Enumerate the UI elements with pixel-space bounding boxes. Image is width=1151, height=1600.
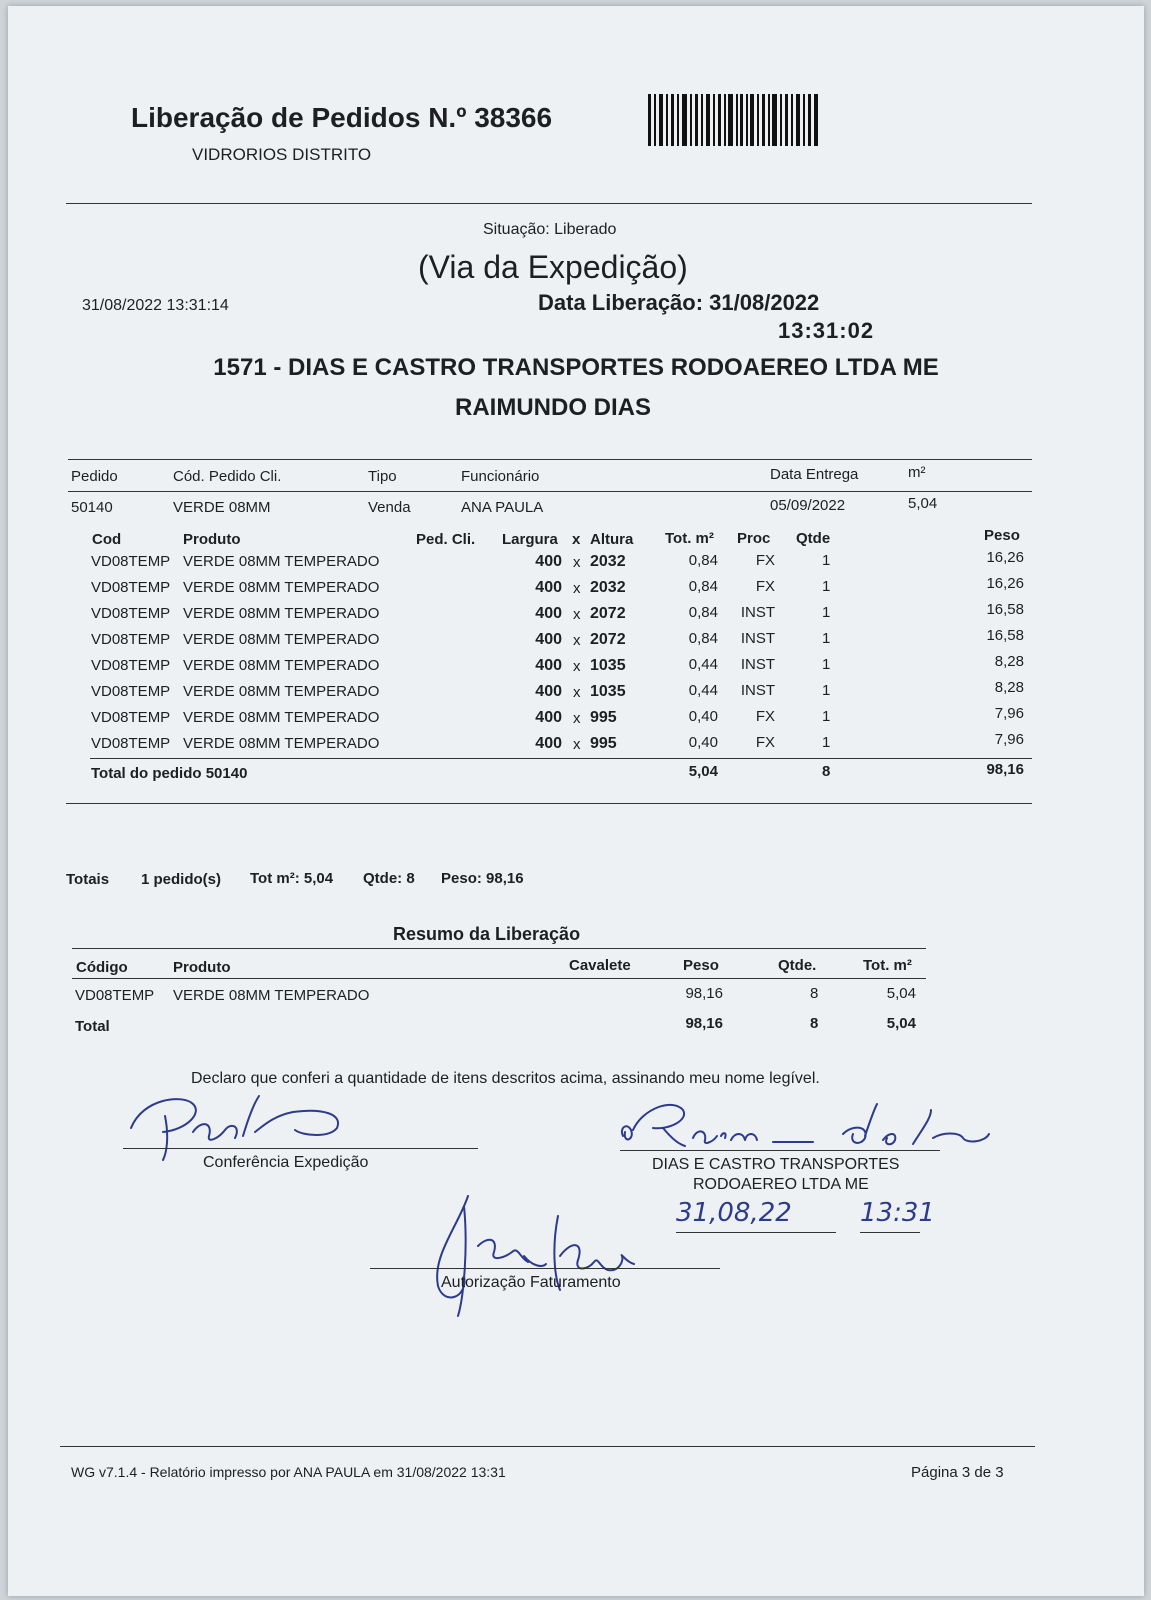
release-date: Data Liberação: 31/08/2022 <box>538 290 820 315</box>
signature-label-conferencia: Conferência Expedição <box>203 1154 369 1171</box>
item-height: 2032 <box>590 553 626 570</box>
signature-autorizacao <box>428 1186 658 1326</box>
item-proc: INST <box>740 682 775 699</box>
summary-product: VERDE 08MM TEMPERADO <box>173 987 370 1004</box>
items-total-border <box>90 758 1032 759</box>
item-m2: 0,40 <box>688 734 718 751</box>
item-width: 400 <box>535 605 562 622</box>
item-height: 995 <box>590 709 617 726</box>
item-x: x <box>573 710 581 727</box>
item-height: 1035 <box>590 657 626 674</box>
order-total-qty: 8 <box>822 763 831 780</box>
signature-line <box>370 1268 720 1269</box>
item-width: 400 <box>535 657 562 674</box>
totals-orders: 1 pedido(s) <box>141 871 222 888</box>
company-name: VIDRORIOS DISTRITO <box>192 145 372 164</box>
item-proc: FX <box>755 552 775 569</box>
order-m2: 5,04 <box>908 495 938 512</box>
item-m2: 0,84 <box>688 630 718 647</box>
item-qty: 1 <box>822 552 831 569</box>
item-weight: 16,58 <box>986 601 1024 618</box>
item-width: 400 <box>535 735 562 752</box>
item-code: VD08TEMP <box>91 709 171 726</box>
item-weight: 7,96 <box>994 731 1024 748</box>
footer-divider <box>60 1446 1035 1447</box>
totals-qty: Qtde: 8 <box>363 870 415 887</box>
summary-col-peso: Peso <box>683 957 719 974</box>
item-product: VERDE 08MM TEMPERADO <box>183 579 380 596</box>
summary-col-tot-m2: Tot. m² <box>863 957 912 974</box>
summary-col-qtde: Qtde. <box>778 957 817 974</box>
item-product: VERDE 08MM TEMPERADO <box>183 709 380 726</box>
item-proc: FX <box>755 708 775 725</box>
copy-label: (Via da Expedição) <box>418 249 688 285</box>
divider <box>66 803 1032 804</box>
item-product: VERDE 08MM TEMPERADO <box>183 683 380 700</box>
col-tot-m2: Tot. m² <box>665 530 714 547</box>
col-produto: Produto <box>183 531 241 548</box>
totals-m2: Tot m²: 5,04 <box>250 870 334 887</box>
col-peso: Peso <box>984 527 1020 544</box>
item-qty: 1 <box>822 682 831 699</box>
summary-code: VD08TEMP <box>75 987 155 1004</box>
col-cod: Cod <box>92 531 122 548</box>
col-cod-pedido-cli: Cód. Pedido Cli. <box>173 468 282 485</box>
item-product: VERDE 08MM TEMPERADO <box>183 657 380 674</box>
order-type: Venda <box>368 499 411 516</box>
col-x: x <box>572 531 581 548</box>
col-ped-cli: Ped. Cli. <box>416 531 476 548</box>
item-x: x <box>573 580 581 597</box>
document-page <box>8 6 1144 1596</box>
summary-top-border <box>72 948 926 949</box>
item-proc: FX <box>755 578 775 595</box>
item-width: 400 <box>535 683 562 700</box>
document-title: Liberação de Pedidos N.º 38366 <box>131 102 553 133</box>
item-code: VD08TEMP <box>91 631 171 648</box>
item-weight: 8,28 <box>994 679 1024 696</box>
item-weight: 7,96 <box>994 705 1024 722</box>
summary-title: Resumo da Liberação <box>393 924 581 944</box>
item-product: VERDE 08MM TEMPERADO <box>183 553 380 570</box>
item-qty: 1 <box>822 630 831 647</box>
item-x: x <box>573 606 581 623</box>
summary-total-qty: 8 <box>810 1015 819 1032</box>
summary-total-m2: 5,04 <box>886 1015 916 1032</box>
client-name: 1571 - DIAS E CASTRO TRANSPORTES RODOAEREO LTDA ME <box>213 354 939 381</box>
item-height: 2072 <box>590 605 626 622</box>
item-x: x <box>573 554 581 571</box>
item-weight: 16,26 <box>986 549 1024 566</box>
item-product: VERDE 08MM TEMPERADO <box>183 631 380 648</box>
col-data-entrega: Data Entrega <box>770 466 859 483</box>
signature-label-client-2: RODOAEREO LTDA ME <box>693 1176 869 1193</box>
handwritten-time: 13:31 <box>860 1198 935 1228</box>
col-largura: Largura <box>502 531 558 548</box>
col-pedido: Pedido <box>71 468 118 485</box>
item-product: VERDE 08MM TEMPERADO <box>183 735 380 752</box>
handwritten-date: 31,08,22 <box>676 1198 792 1228</box>
item-x: x <box>573 632 581 649</box>
col-m2: m² <box>908 464 926 481</box>
item-code: VD08TEMP <box>91 683 171 700</box>
item-proc: FX <box>755 734 775 751</box>
time-underline <box>860 1232 920 1233</box>
date-underline <box>676 1232 836 1233</box>
item-height: 995 <box>590 735 617 752</box>
table-top-border <box>68 459 1032 460</box>
item-m2: 0,84 <box>688 552 718 569</box>
signature-line <box>123 1148 478 1149</box>
item-qty: 1 <box>822 708 831 725</box>
order-total-weight: 98,16 <box>986 761 1024 778</box>
item-product: VERDE 08MM TEMPERADO <box>183 605 380 622</box>
summary-total-label: Total <box>75 1018 110 1035</box>
summary-total-weight: 98,16 <box>685 1015 723 1032</box>
divider <box>66 203 1032 204</box>
table-header-border <box>68 491 1032 492</box>
item-height: 2032 <box>590 579 626 596</box>
item-m2: 0,84 <box>688 578 718 595</box>
item-code: VD08TEMP <box>91 579 171 596</box>
totals-weight: Peso: 98,16 <box>441 870 524 887</box>
item-m2: 0,84 <box>688 604 718 621</box>
printed-timestamp: 31/08/2022 13:31:14 <box>82 297 229 314</box>
item-qty: 1 <box>822 604 831 621</box>
summary-col-codigo: Código <box>76 959 128 976</box>
item-proc: INST <box>740 656 775 673</box>
item-width: 400 <box>535 553 562 570</box>
totals-label: Totais <box>66 871 110 888</box>
order-number: 50140 <box>71 499 113 516</box>
col-qtde: Qtde <box>796 530 831 547</box>
item-m2: 0,40 <box>688 708 718 725</box>
footer-page-number: Página 3 de 3 <box>911 1464 1004 1481</box>
signature-line <box>620 1150 940 1151</box>
footer-report-info: WG v7.1.4 - Relatório impresso por ANA PAULA em 31/08/2022 13:31 <box>71 1464 506 1480</box>
barcode-icon <box>648 94 818 146</box>
signature-client <box>613 1088 993 1158</box>
delivery-date: 05/09/2022 <box>770 497 846 514</box>
item-weight: 16,58 <box>986 627 1024 644</box>
release-time: 13:31:02 <box>778 318 875 343</box>
item-qty: 1 <box>822 656 831 673</box>
summary-col-cavalete: Cavalete <box>569 957 631 974</box>
summary-header-border <box>72 978 926 979</box>
col-altura: Altura <box>590 531 634 548</box>
client-order-code: VERDE 08MM <box>173 499 271 516</box>
summary-weight: 98,16 <box>685 985 723 1002</box>
summary-col-produto: Produto <box>173 959 231 976</box>
item-width: 400 <box>535 579 562 596</box>
item-m2: 0,44 <box>688 656 718 673</box>
declaration-text: Declaro que conferi a quantidade de itens descritos acima, assinando meu nome legível. <box>191 1070 820 1087</box>
col-tipo: Tipo <box>368 468 397 485</box>
item-height: 2072 <box>590 631 626 648</box>
item-width: 400 <box>535 709 562 726</box>
col-funcionario: Funcionário <box>461 468 540 485</box>
order-total-label: Total do pedido 50140 <box>91 765 248 782</box>
item-weight: 8,28 <box>994 653 1024 670</box>
signature-label-client-1: DIAS E CASTRO TRANSPORTES <box>652 1156 900 1173</box>
summary-m2: 5,04 <box>886 985 916 1002</box>
item-qty: 1 <box>822 578 831 595</box>
signature-label-autorizacao: Autorização Faturamento <box>441 1274 621 1291</box>
employee: ANA PAULA <box>461 499 544 516</box>
item-weight: 16,26 <box>986 575 1024 592</box>
summary-qty: 8 <box>810 985 819 1002</box>
order-total-m2: 5,04 <box>688 763 718 780</box>
col-proc: Proc <box>737 530 771 547</box>
item-x: x <box>573 658 581 675</box>
status-text: Situação: Liberado <box>483 221 617 238</box>
item-code: VD08TEMP <box>91 735 171 752</box>
item-proc: INST <box>740 630 775 647</box>
client-contact: RAIMUNDO DIAS <box>455 394 651 421</box>
item-height: 1035 <box>590 683 626 700</box>
item-code: VD08TEMP <box>91 605 171 622</box>
item-code: VD08TEMP <box>91 657 171 674</box>
item-qty: 1 <box>822 734 831 751</box>
item-x: x <box>573 736 581 753</box>
item-proc: INST <box>740 604 775 621</box>
item-x: x <box>573 684 581 701</box>
item-m2: 0,44 <box>688 682 718 699</box>
item-width: 400 <box>535 631 562 648</box>
item-code: VD08TEMP <box>91 553 171 570</box>
